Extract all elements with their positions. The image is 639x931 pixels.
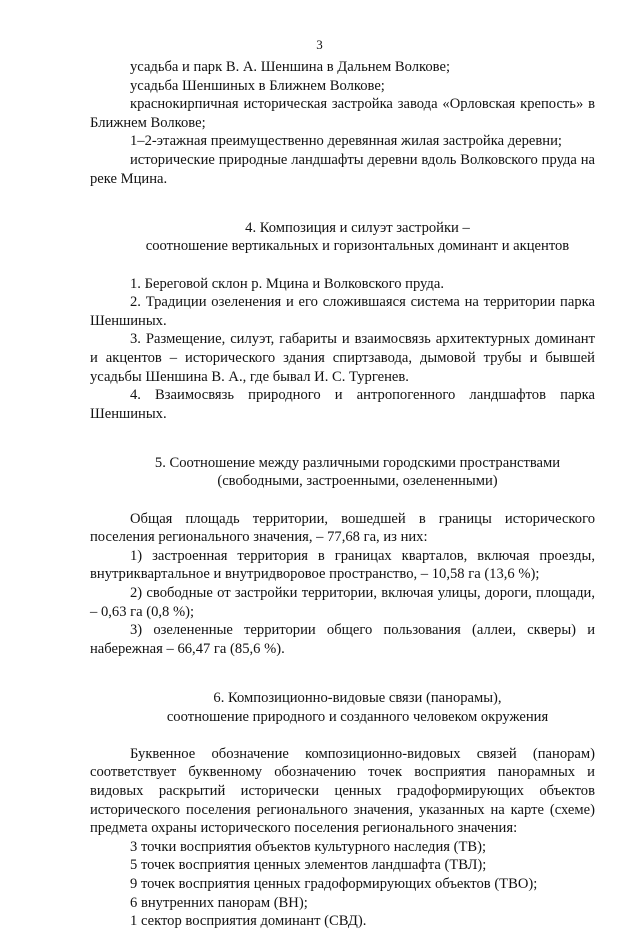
- intro-item: усадьба Шеншиных в Ближнем Волкове;: [130, 77, 385, 94]
- intro-item: исторические природные ландшафты деревни вдоль Волковского пруда на реке Мцина.: [90, 151, 595, 187]
- document-body: [90, 58, 595, 931]
- section-6-item: 1 сектор восприятия доминант (СВД).: [130, 913, 367, 930]
- page-number: 3: [316, 37, 323, 52]
- section-5-subtitle: (свободными, застроенными, озелененными): [217, 473, 498, 490]
- section-4-item: 2. Традиции озеленения и его сложившаяся система на территории парка Шеншиных.: [90, 294, 595, 329]
- section-4-item: 4. Взаимосвязь природного и антропогенного ландшафтов парка Шеншиных.: [90, 387, 595, 422]
- section-6-item: 6 внутренних панорам (ВН);: [130, 894, 308, 911]
- section-4-subtitle: соотношение вертикальных и горизонтальных доминант и акцентов: [145, 238, 570, 255]
- intro-item: краснокирпичная историческая застройка завода «Орловская крепость» в Ближнем Волкове;: [90, 96, 595, 131]
- section-4-title: 4. Композиция и силуэт застройки –: [245, 219, 470, 236]
- section-5-intro: Общая площадь территории, вошедшей в границы исторического поселения регионального значения, – 77,68 га, из них:: [90, 510, 595, 546]
- section-6-title: 6. Композиционно-видовые связи (панорамы),: [213, 690, 502, 706]
- section-6-item: 3 точки восприятия объектов культурного наследия (ТВ);: [130, 838, 487, 855]
- section-6-subtitle: соотношение природного и созданного человеком окружения: [166, 708, 549, 725]
- section-5-item: 3) озелененные территории общего пользования (аллеи, скверы) и набережная – 66,47 га (85,6 %).: [90, 622, 595, 657]
- intro-item: усадьба и парк В. А. Шеншина в Дальнем Волкове;: [130, 59, 451, 75]
- section-4-item: 1. Береговой склон р. Мцина и Волковского пруда.: [130, 275, 444, 292]
- section-5-item: 1) застроенная территория в границах кварталов, включая проезды, внутриквартальное и внутридворовое пространство, – 10,58 га (13,6 %);: [90, 547, 595, 583]
- section-6-item: 5 точек восприятия ценных элементов ландшафта (ТВЛ);: [130, 857, 487, 874]
- section-4-item: 3. Размещение, силуэт, габариты и взаимосвязь архитектурных доминант и акцентов – исторического здания спиртзавода, дымовой трубы и бывшей усадьбы Шеншина В. А., где бывал И. С. Тургенев.: [90, 331, 595, 385]
- section-5-title: 5. Соотношение между различными городскими пространствами: [154, 454, 561, 471]
- section-5-item: 2) свободные от застройки территории, включая улицы, дороги, площади, – 0,63 га (0,8 %);: [90, 585, 595, 620]
- section-6-intro: Буквенное обозначение композиционно-видовых связей (панорам) соответствует буквенному обозначению точек восприятия панорамных и видовых раскрытий исторически ценных градоформирующих объектов исторического поселения регионального значения, указанных на карте (схеме) предмета охраны исторического поселения регионального значения:: [90, 745, 595, 837]
- intro-item: 1–2-этажная преимущественно деревянная жилая застройка деревни;: [130, 133, 562, 150]
- section-6-item: 9 точек восприятия ценных градоформирующих объектов (ТВО);: [130, 875, 538, 892]
